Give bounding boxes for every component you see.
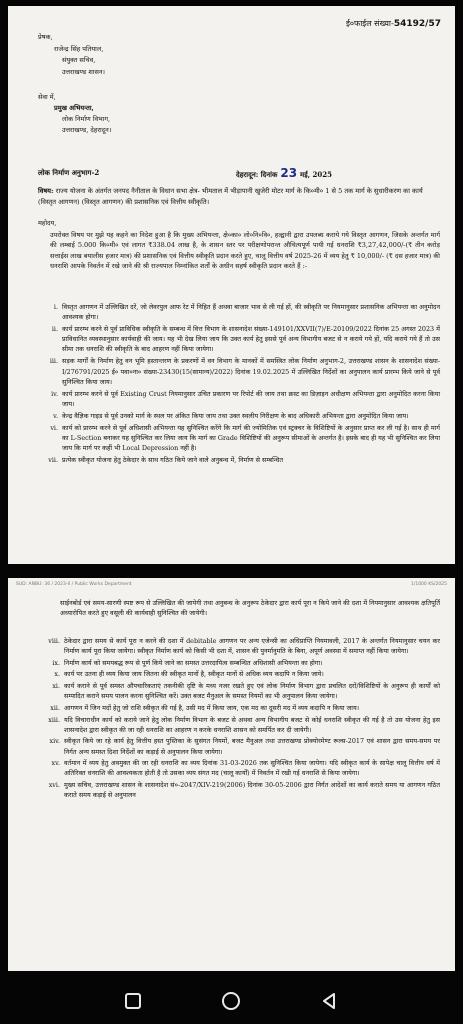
recipient-place: उत्तराखण्ड, देहरादून। [62, 126, 112, 134]
page2-header-left: SUD: ANBU: 36 / 2023-II / Public Works Department [16, 582, 132, 587]
condition-number: xvi. [48, 780, 60, 789]
condition-item [38, 669, 440, 679]
condition-text: केन्द्र वैज्ञिक गाइड से पूर्व उनको मार्ग के स्थल पर अंकित किया जाय तथा उक्त स्थलीय निरीक्षण के बाद अधिकारी अभियन्ता द्वारा अनुमोदित किया जाय। [62, 411, 409, 420]
sender-block [38, 32, 105, 78]
condition-text: कार्य प्रारम्भ करने से पूर्व प्राविधिक स्वीकृति के सम्बन्ध में वित्त विभाग के शासनादेश संख्या-149101/XXVII(7)/E-20109/2022 दिनांक 25 अगस्त 2023 में प्राविधानित व्यवस्थानुसार कार्यवाही की जाय। यह भी देख लिया जाय कि उक्त कार्य हेतु इससे पूर्व अन्य विभागीय बजट से न कराये गये हों, यदि कराये गये हैं तो उस सीमा तक धनराशि की स्वीकृति के बाद आहरण नहीं किया जायेगा। [62, 325, 440, 354]
condition-text: ठेकेदार द्वारा समय से कार्य पूरा न करने की दशा में debitable आगणन पर अन्य एजेन्सी का अधिप्राप्ति नियमावली, 2017 के अन्तर्गत नियमानुसार चयन कर निर्माण कार्य पूरा किया जायेगा। स्वीकृत निर्माण कार्य को किसी भी दशा में, शासन की पुनर्मानुमति के बिना, अपूर्ण अवस्था में समाप्त नहीं किया जायेगा। [64, 637, 440, 656]
condition-number: iii. [49, 357, 58, 366]
condition-number: vi. [50, 424, 58, 433]
recent-apps-icon [122, 990, 144, 1012]
condition-number: vii. [48, 456, 58, 465]
condition-number: viii. [48, 637, 60, 645]
condition-item [38, 636, 440, 656]
recipient-designation: प्रमुख अभियन्ता, [54, 104, 94, 112]
page2-header-right: 1/1000 KS/2025 [410, 582, 447, 587]
condition-text: आगणन में जिन मदों हेतु जो राशि स्वीकृत की गई है, उसी मद में किया जाय, एक मद का दूसरी मद में व्यय कदापि न किया जाय। [64, 703, 360, 712]
condition-text: प्रत्येक स्वीकृत योजना हेतु ठेकेदार के साथ गठित किये जाने वाले अनुबन्ध में, निर्माण से सम्बन्धित [62, 456, 284, 465]
condition-item [38, 703, 440, 713]
condition-number: ii. [51, 325, 58, 334]
file-reference-label: ई०फाईल संख्या- [345, 19, 394, 28]
condition-text: मुख्य सचिव, उत्तराखण्ड शासन के शासनादेश सं०-2047/XIV-219(2006) दिनांक 30-05-2006 द्वारा निर्गत आदेशों का कार्य कराते समय या आगणन गठित कराते समय कड़ाई से अनुपालन [64, 780, 440, 800]
condition-item [38, 423, 440, 453]
condition-item [38, 411, 440, 421]
recipient-block [38, 92, 111, 136]
sender-name: राजेन्द्र सिंह पतियाल, [54, 44, 104, 53]
back-button[interactable] [318, 990, 340, 1012]
condition-text: विस्तृत आगणन में उल्लिखित दरें, जो लेवरपुल आफ रेट में निहित हैं अथवा बाजार भाव से ली गई हों, की स्वीकृति पर नियमानुसार प्रशासनिक अभियन्ता का अनुमोदन आवश्यक होगा। [62, 303, 440, 322]
recipient-dept: लोक निर्माण विभाग, [62, 115, 111, 123]
condition-number: xiii. [48, 715, 60, 724]
recent-apps-button[interactable] [122, 990, 144, 1012]
condition-text: कार्य प्रारम्भ करने से पूर्व Existing Crust नियमानुसार उचित प्रकारण पर रिपोर्ट की जाय तथा क्रस्ट का डिज़ाइन अधीक्षण अभियन्ता द्वारा अनुमोदित करना किया जाय। [62, 389, 440, 408]
condition-number: xi. [52, 682, 60, 691]
condition-text: स्वीकृत किये जा रहे कार्य हेतु वित्तीय हस्त पुस्तिका के सुसंगत नियमों, बजट मैनुअल तथा उत्तराखण्ड प्रोक्योरमेण्ट रूल्स-2017 एवं शासन द्वारा समय-समय पर निर्गत अन्य समस्त दिशा निर्देशों का कड़ाई से अनुपालन किया जायेगा। [64, 737, 440, 756]
condition-number: i. [53, 303, 58, 311]
android-navigation-bar [0, 976, 463, 1024]
condition-item [38, 658, 440, 668]
condition-text: कार्य कराने से पूर्व समस्त औपचारिकताएं तकनीकी दृष्टि के मध्य नजर रखते हुए एवं लोक निर्माण विभाग द्वारा प्रचलित दरों/विशिष्टियों के अनुरूप ही कार्यों को सम्पादित कराने समय पालन करना सुनिश्चित करें। उक्त बजट मैनुअल के समस्त नियमों का भी अनुपालन किया जायेगा। [64, 682, 440, 701]
condition-item [38, 681, 440, 701]
salutation: महोदय, [38, 219, 57, 227]
condition-item [38, 758, 440, 778]
condition-number: xiv. [49, 737, 60, 746]
condition-number: iv. [51, 389, 58, 398]
condition-number: xii. [50, 703, 60, 712]
condition-text: कार्य पर उतना ही व्यय किया जाय जितना की स्वीकृत मानों है, स्वीकृत मानों से अधिक व्यय कदापि न किया जाये। [64, 670, 324, 679]
conditions-list-page2 [38, 636, 440, 802]
home-icon [220, 990, 242, 1012]
condition-item [38, 455, 440, 465]
condition-number: v. [53, 411, 58, 420]
file-reference-number: 54192/57 [393, 19, 441, 29]
date-prefix: देहरादून: दिनांक [236, 170, 278, 179]
date-day-handwritten: 23 [280, 166, 298, 180]
continuation-paragraph: साईनबोर्ड एवं समय-सारणी स्पष्ट रूप से उल्लिखित की जायेगी तथा अनुबन्ध के अनुरूप ठेकेदार द्वारा कार्य पूरा न किये जाने की दशा में नियमानुसार आवश्यक क्षतिपूर्ति अध्यारोपित करते हुए वसूली की कार्यवाही सुनिश्चित की जायेगी। [60, 599, 440, 618]
condition-item [38, 302, 440, 322]
recipient-label: सेवा में, [38, 93, 56, 101]
condition-item [38, 715, 440, 735]
back-icon [318, 990, 340, 1012]
document-page-2 [8, 578, 455, 971]
condition-number: ix. [52, 658, 60, 667]
condition-text: कार्य को प्रारम्भ करने से पूर्व अधिशासी अभियन्ता यह सुनिश्चित करेंगे कि मार्ग की ज्योमितिक एवं स्ट्रक्चर के विशिष्टियों के अनुसार प्राप्त कर ली गई है। साथ ही मार्ग का L-Section बनाकर यह सुनिश्चित कर लिया जाय कि मार्ग का Grade विशिष्टियों की अनुरूप सीमाओं के अन्तर्गत है। इसके बाद ही यह भी सुनिश्चित कर लिया जाय कि मार्ग पर कहीं भी Local Depression नहीं है। [62, 424, 440, 453]
file-reference [346, 18, 441, 29]
subject-label: विषय: [38, 187, 54, 195]
date-suffix: मई, 2025 [300, 170, 333, 179]
condition-item [38, 324, 440, 354]
conditions-list-page1 [38, 302, 440, 467]
condition-text: यदि विचाराधीन कार्य को कराये जाने हेतु लोक निर्माण विभाग के बजट से अथवा अन्य विभागीय बजट से कोई धनराशि स्वीकृत की गई है तो उस योजना हेतु इस शासनादेश द्वारा स्वीकृत की जा रही धनराशि का आहरण न करके धनराशि शासन को समर्पित कर दी जायेगी। [64, 715, 440, 734]
body-paragraph: उपरोक्त विषय पर मुझे यह कहने का निदेश हुआ है कि मुख्य अभियन्ता, क्षे०का० लो०नि०वि०, हल्द्वानी द्वारा उपलब्ध कराये गये विस्तृत आगणन, जिसके अन्तर्गत मार्ग की लम्बाई 5.000 कि०मी० एवं लागत ₹338.04 लाख है, के शासन स्तर पर परीक्षणोपरान्त औचित्यपूर्ण पायी गई धनराशि ₹3,27,42,000/-(₹ तीन करोड़ सत्ताईस लाख बयालीस हजार मात्र) की प्रशासनिक एवं वित्तीय स्वीकृति प्रदान करते हुए, चालू वित्तीय वर्ष 2025-26 में व्यय हेतु ₹ 10,000/- (₹ दस हजार मात्र) की धनराशि आपके निवर्तन में रखे जाने की श्री राज्यपाल निम्नांकित शर्तों के अधीन सहर्ष स्वीकृति प्रदान करते हैं :- [50, 231, 440, 270]
condition-text: सड़क मार्गों के निर्माण हेतु वन भूमि हस्तान्तरण के प्रकरणों में वन विभाग के मानकों में समस्त्रित लोक निर्माण अनुभाग-2, उत्तराखण्ड शासन के शासनादेश संख्या-I/276791/2025 ई० पवा०ना० संख्या-23430(15(सामान्य)/2022) दिनांक 19.02.2025 में उल्लिखित निर्देशों का अनुपालन कार्य प्रारम्भ किये जाने से पूर्व सुनिश्चित किया जाय। [62, 357, 440, 386]
condition-text: वर्तमान में व्यय हेतु अवमुक्त की जा रही धनराशि का व्यय दिनांक 31-03-2026 तक सुनिश्चित किया जायेगा। यदि स्वीकृत कार्य के सापेक्ष चालू वित्तीय वर्ष में अतिरिक्त धनराशि की आवश्यकता होती है तो उसका व्यय संगत मद (चालू कार्यों) में निवर्तन में रखी गई धनराशि से किया जायेगा। [64, 759, 440, 778]
home-button[interactable] [220, 990, 242, 1012]
condition-item [38, 356, 440, 386]
condition-item [38, 736, 440, 756]
sender-govt: उत्तराखण्ड शासन। [62, 67, 105, 76]
condition-text: निर्माण कार्य को समयबद्ध रूप से पूर्ण किये जाने का समस्त उत्तरदायित्व सम्बन्धित अधिशासी अभियन्ता का होगा। [64, 658, 323, 667]
subject [38, 186, 438, 207]
condition-number: xv. [51, 759, 60, 768]
section-name: लोक निर्माण अनुभाग-2 [38, 168, 100, 177]
condition-item [38, 780, 440, 800]
letter-date [236, 166, 332, 180]
condition-number: x. [54, 670, 60, 679]
sender-designation: संयुक्त सचिव, [62, 56, 96, 64]
page-separator [0, 564, 463, 578]
page2-header [8, 578, 455, 592]
sender-label: प्रेषक, [38, 33, 53, 41]
subject-text: राज्य योजना के अंतर्गत जनपद नैनीताल के विधान सभा क्षेत्र- भीमताल में भीड़ापानी खुजेरी मोटर मार्ग के कि०मी० 1 से 5 तक मार्ग के सुधारीकरण का कार्य (विस्तृत आगणन) (विस्तृत आगणन) की प्रशासनिक एवं वित्तीय स्वीकृति। [38, 187, 423, 206]
document-page-1 [8, 6, 455, 564]
condition-item [38, 389, 440, 409]
